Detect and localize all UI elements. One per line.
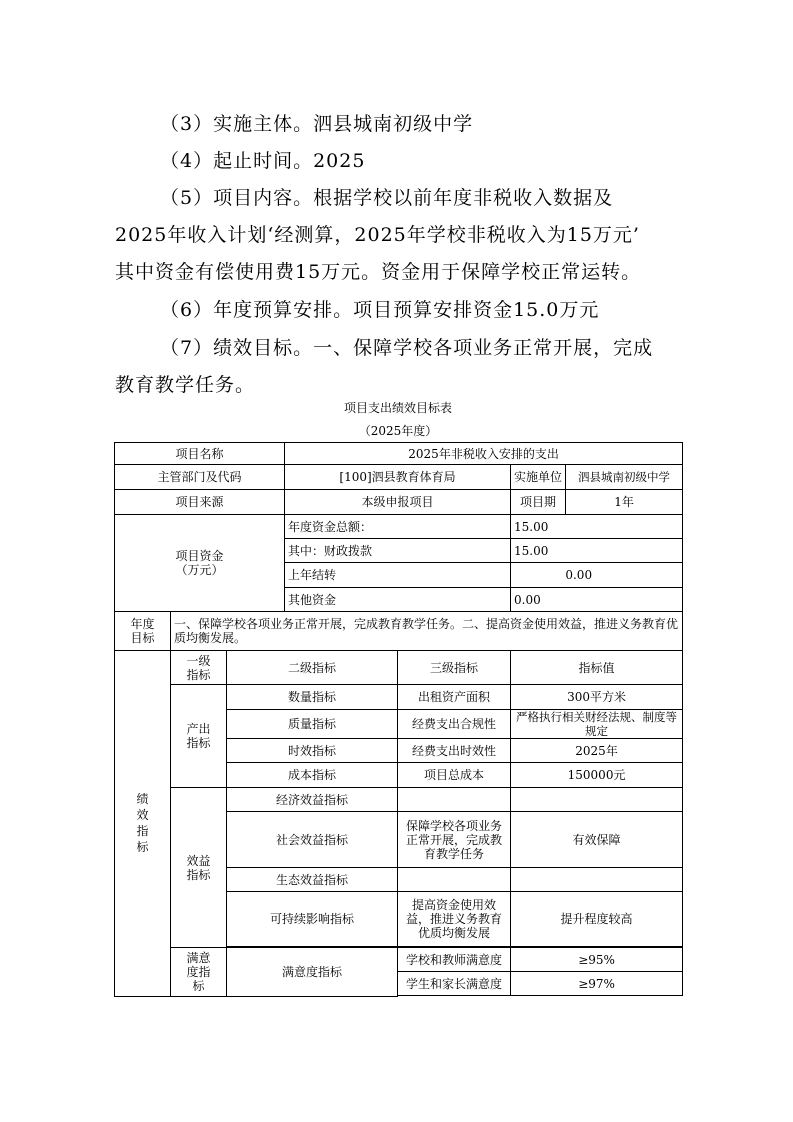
para-6: （6）年度预算安排。项目预算安排资金15.0万元	[160, 299, 600, 321]
table-title: 项目支出绩效目标表	[343, 401, 452, 415]
dept-value: [100]泗县教育体育局	[285, 465, 511, 490]
satisfaction-l3-1: 学生和家长满意度	[398, 972, 511, 996]
output-l3-2: 经费支出时效性	[398, 739, 511, 763]
output-l2-0: 数量指标	[227, 685, 398, 710]
output-l3-3: 项目总成本	[398, 763, 511, 788]
performance-table	[114, 442, 683, 997]
benefit-l3-0	[398, 788, 511, 812]
project-name-label: 项目名称	[115, 443, 285, 465]
benefit-l2-2: 生态效益指标	[227, 868, 398, 892]
funds-carryover-label: 上年结转	[285, 563, 511, 588]
para-4: 2025年收入计划‘经测算，2025年学校非税收入为15万元’	[115, 224, 640, 246]
para-3: （5）项目内容。根据学校以前年度非税收入数据及	[160, 187, 614, 209]
benefit-v-0	[511, 788, 683, 812]
annual-goal-label-line1: 年度	[130, 617, 155, 631]
benefit-l3-3: 提高资金使用效益，推进义务教育优质均衡发展	[398, 892, 511, 947]
satisfaction-label: 满意度指标	[171, 948, 227, 997]
funds-fiscal-value: 15.00	[511, 539, 683, 563]
header-level1: 一级指标	[171, 651, 227, 685]
funds-carryover-value: 0.00	[511, 563, 683, 588]
annual-goal-label-line2: 目标	[130, 631, 155, 645]
impl-label: 实施单位	[511, 465, 566, 490]
funds-label	[115, 515, 285, 612]
output-label: 产出指标	[171, 685, 227, 788]
para-2: （4）起止时间。2025	[160, 150, 366, 172]
benefit-v-1: 有效保障	[511, 812, 683, 868]
output-v-0: 300平方米	[511, 685, 683, 710]
satisfaction-v-0: ≥95%	[511, 948, 683, 972]
output-l3-0: 出租资产面积	[398, 685, 511, 710]
para-1: （3）实施主体。泗县城南初级中学	[160, 113, 474, 135]
source-value: 本级申报项目	[285, 490, 511, 515]
benefit-l3-1: 保障学校各项业务正常开展，完成教育教学任务	[398, 812, 511, 868]
benefit-l2-3: 可持续影响指标	[227, 892, 398, 947]
output-l2-2: 时效指标	[227, 739, 398, 763]
benefit-label: 效益指标	[171, 788, 227, 948]
output-v-2: 2025年	[511, 739, 683, 763]
satisfaction-v-1: ≥97%	[511, 972, 683, 996]
header-level2: 二级指标	[227, 651, 398, 685]
funds-label-line1: 项目资金	[175, 549, 224, 563]
funds-total-label: 年度资金总额：	[285, 515, 511, 539]
dept-label: 主管部门及代码	[115, 465, 285, 490]
benefit-v-3: 提升程度较高	[511, 892, 683, 947]
funds-other-label: 其他资金	[285, 588, 511, 612]
header-level3: 三级指标	[398, 651, 511, 685]
benefit-v-2	[511, 868, 683, 892]
satisfaction-l2: 满意度指标	[227, 948, 398, 997]
funds-fiscal-label: 其中：财政拨款	[285, 539, 511, 563]
period-label: 项目期	[511, 490, 566, 515]
output-l2-1: 质量指标	[227, 710, 398, 739]
benefit-l3-2	[398, 868, 511, 892]
benefit-l2-0: 经济效益指标	[227, 788, 398, 812]
funds-other-value: 0.00	[511, 588, 683, 612]
funds-total-value: 15.00	[511, 515, 683, 539]
benefit-l2-1: 社会效益指标	[227, 812, 398, 868]
annual-goal-label	[115, 612, 171, 651]
source-label: 项目来源	[115, 490, 285, 515]
funds-label-line2: （万元）	[175, 563, 224, 577]
indicator-group-label: 绩效指标	[115, 651, 171, 997]
output-l2-3: 成本指标	[227, 763, 398, 788]
satisfaction-l3-0: 学校和教师满意度	[398, 948, 511, 972]
header-value: 指标值	[511, 651, 683, 685]
output-v-1: 严格执行相关财经法规、制度等规定	[511, 710, 683, 739]
output-l3-1: 经费支出合规性	[398, 710, 511, 739]
impl-value: 泗县城南初级中学	[566, 465, 683, 490]
output-v-3: 150000元	[511, 763, 683, 788]
para-5: 其中资金有偿使用费15万元。资金用于保障学校正常运转。	[115, 261, 642, 283]
annual-goal-text: 一、保障学校各项业务正常开展，完成教育教学任务。二、提高资金使用效益，推进义务教育优质均衡发展。	[171, 612, 683, 651]
para-8: 教育教学任务。	[115, 374, 256, 396]
project-name-value: 2025年非税收入安排的支出	[285, 443, 683, 465]
period-value: 1年	[566, 490, 683, 515]
para-7: （7）绩效目标。一、保障学校各项业务正常开展，完成	[160, 337, 654, 359]
table-year: （2025年度）	[358, 424, 438, 438]
